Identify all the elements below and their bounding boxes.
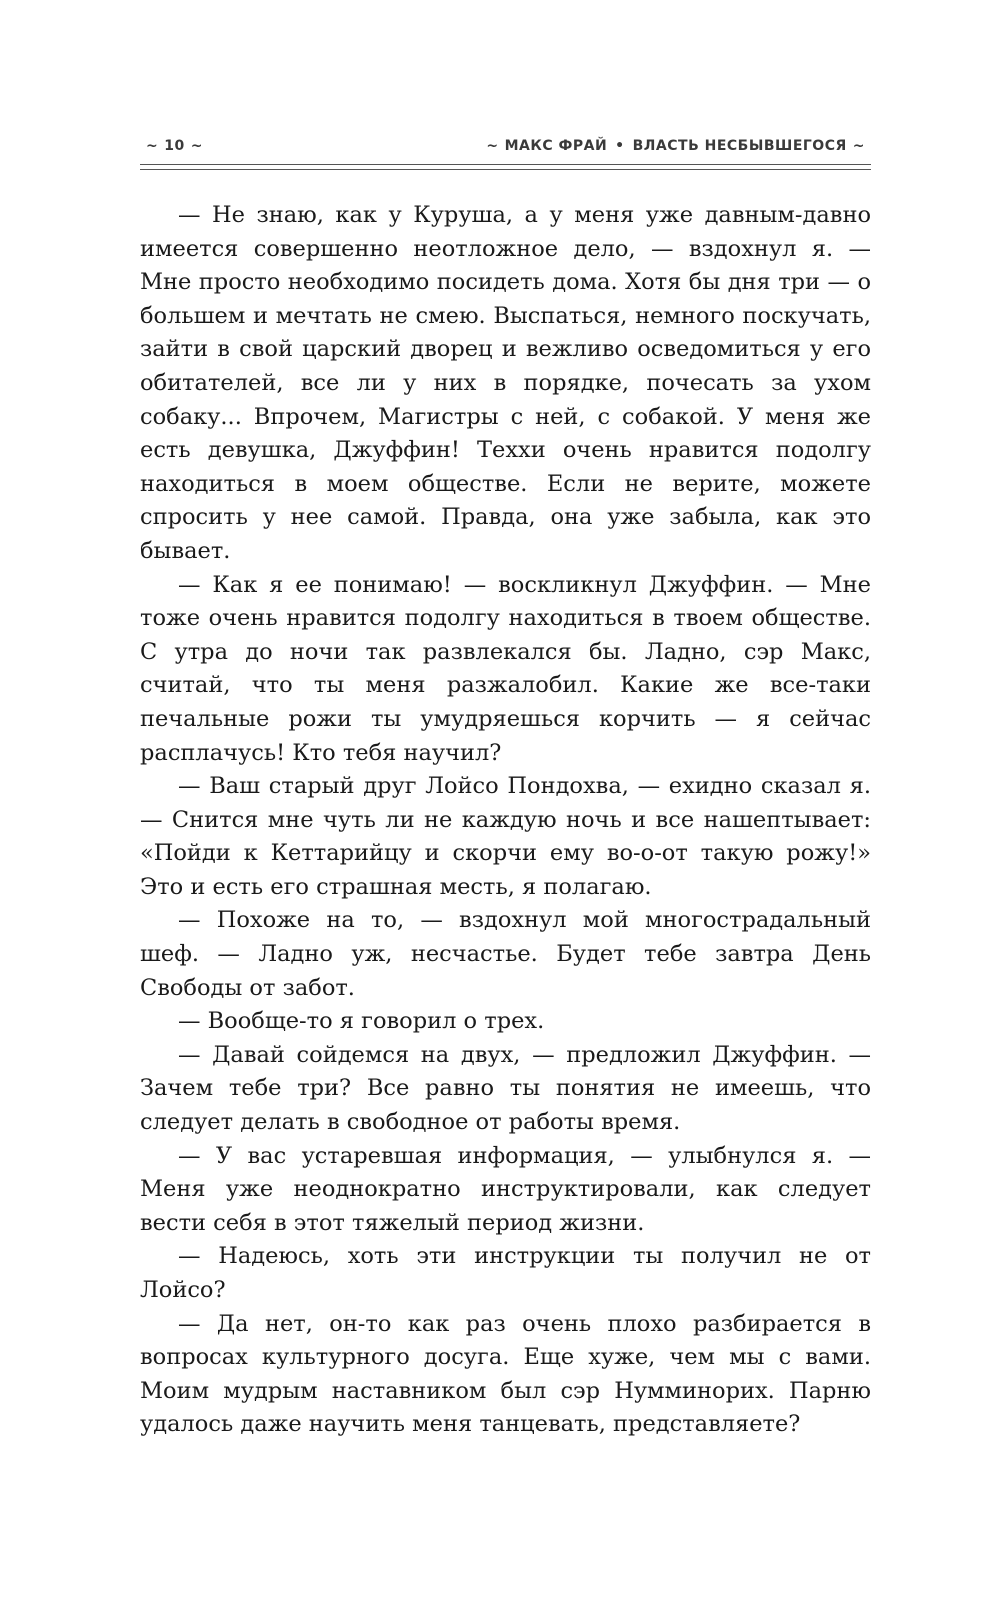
running-head xyxy=(140,134,871,158)
body-text xyxy=(140,199,871,1442)
paragraph: — У вас устаревшая информация, — улыбнулся я. — Меня уже неоднократно инструктировали, как следует вести себя в этот тяжелый период жизни. xyxy=(140,1142,871,1236)
tilde-ornament-icon: ~ xyxy=(486,138,499,154)
page-number: 10 xyxy=(164,138,185,154)
book-title: ВЛАСТЬ НЕСБЫВШЕГОСЯ xyxy=(632,138,847,154)
paragraph: — Вообще-то я говорил о трех. xyxy=(178,1008,545,1035)
tilde-ornament-icon: ~ xyxy=(852,138,865,154)
tilde-ornament-icon: ~ xyxy=(146,138,159,154)
paragraph: — Ваш старый друг Лойсо Пондохва, — ехидно сказал я. — Снится мне чуть ли не каждую ночь и все нашептывает: «Пойди к Кеттарийцу и скорчи ему во-о-от такую рожу!» Это и есть его страшная месть, я полагаю. xyxy=(140,773,871,900)
paragraph: — Да нет, он-то как раз очень плохо разбирается в вопросах культурного досуга. Еще хуже, чем мы с вами. Моим мудрым наставником был сэр Нумминорих. Парню удалось даже научить меня танцевать, представляете? xyxy=(140,1310,871,1438)
paragraph: — Надеюсь, хоть эти инструкции ты получил не от Лойсо? xyxy=(140,1243,871,1303)
tilde-ornament-icon: ~ xyxy=(190,138,203,154)
header-rule-bottom xyxy=(140,169,871,170)
paragraph: — Не знаю, как у Куруша, а у меня уже давным-давно имеется совершенно неотложное дело, — вздохнул я. — Мне просто необходимо посидеть дома. Хотя бы дня три — о большем и мечтать не смею. Выспаться, немного поскучать, зайти в свой царский дворец и вежливо осведомиться у его обитателей, все ли у них в порядке, почесать за ухом собаку... Впрочем, Магистры с ней, с собакой. У меня же есть девушка, Джуффин! Теххи очень нравится подолгу находиться в моем обществе. Если не верите, можете спросить у нее самой. Правда, она уже забыла, как это бывает. xyxy=(140,202,871,564)
paragraph: — Как я ее понимаю! — воскликнул Джуффин. — Мне тоже очень нравится подолгу находиться в твоем обществе. С утра до ночи так развлекался бы. Ладно, сэр Макс, считай, что ты меня разжалобил. Какие же все-таки печальные рожи ты умудряешься корчить — я сейчас расплачусь! Кто тебя научил? xyxy=(140,571,871,766)
paragraph: — Давай сойдемся на двух, — предложил Джуффин. — Зачем тебе три? Все равно ты понятия не имеешь, что следует делать в свободное от работы время. xyxy=(140,1041,871,1136)
header-rule-top xyxy=(140,164,871,165)
paragraph: — Похоже на то, — вздохнул мой многострадальный шеф. — Ладно уж, несчастье. Будет тебе завтра День Свободы от забот. xyxy=(140,907,871,1001)
page-number-block xyxy=(140,138,209,154)
bullet-separator-icon: • xyxy=(615,138,625,154)
book-info-block xyxy=(480,138,871,154)
author-name: МАКС ФРАЙ xyxy=(504,138,608,154)
